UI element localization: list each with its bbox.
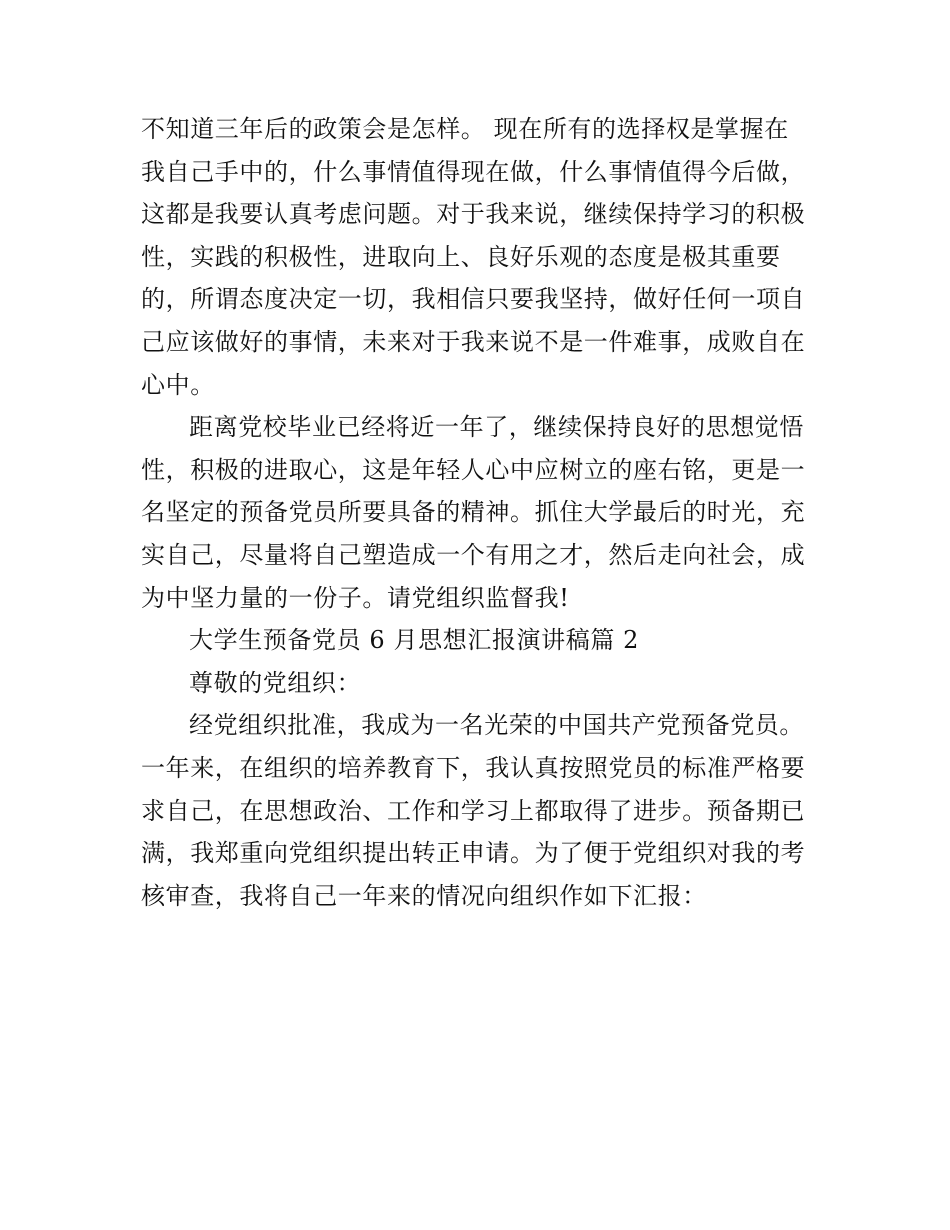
paragraph [141, 704, 821, 917]
document-body [141, 108, 821, 917]
text-line: 一年来，在组织的培养教育下，我认真按照党员的标准严格要 [141, 753, 806, 782]
text-line: 性，实践的积极性，进取向上、良好乐观的态度是极其重要 [141, 242, 781, 271]
paragraph [141, 406, 821, 619]
text-line: 为中坚力量的一份子。请党组织监督我! [141, 583, 570, 612]
section-title: 大学生预备党员 6 月思想汇报演讲稿篇 2 [189, 626, 640, 655]
text-line: 满，我郑重向党组织提出转正申请。为了便于党组织对我的考 [141, 839, 806, 868]
text-line: 这都是我要认真考虑问题。对于我来说，继续保持学习的积极 [141, 200, 806, 229]
text-line: 性，积极的进取心，这是年轻人心中应树立的座右铭，更是一 [141, 455, 806, 484]
text-line: 己应该做好的事情，未来对于我来说不是一件难事，成败自在 [141, 327, 806, 356]
text-line: 心中。 [141, 370, 215, 399]
text-line: 的，所谓态度决定一切，我相信只要我坚持，做好任何一项自 [141, 285, 806, 314]
text-line: 经党组织批准，我成为一名光荣的中国共产党预备党员。 [189, 711, 804, 740]
salutation: 尊敬的党组织： [189, 668, 362, 697]
text-line: 距离党校毕业已经将近一年了，继续保持良好的思想觉悟 [189, 413, 804, 442]
text-line: 求自己，在思想政治、工作和学习上都取得了进步。预备期已 [141, 796, 806, 825]
text-line: 我自己手中的，什么事情值得现在做，什么事情值得今后做， [141, 157, 806, 186]
text-line: 不知道三年后的政策会是怎样。 现在所有的选择权是掌握在 [141, 115, 789, 143]
text-line: 实自己，尽量将自己塑造成一个有用之才，然后走向社会，成 [141, 540, 806, 569]
text-line: 名坚定的预备党员所要具备的精神。抓住大学最后的时光，充 [141, 498, 806, 527]
text-line: 核审查，我将自己一年来的情况向组织作如下汇报： [141, 881, 707, 910]
paragraph [141, 108, 821, 406]
